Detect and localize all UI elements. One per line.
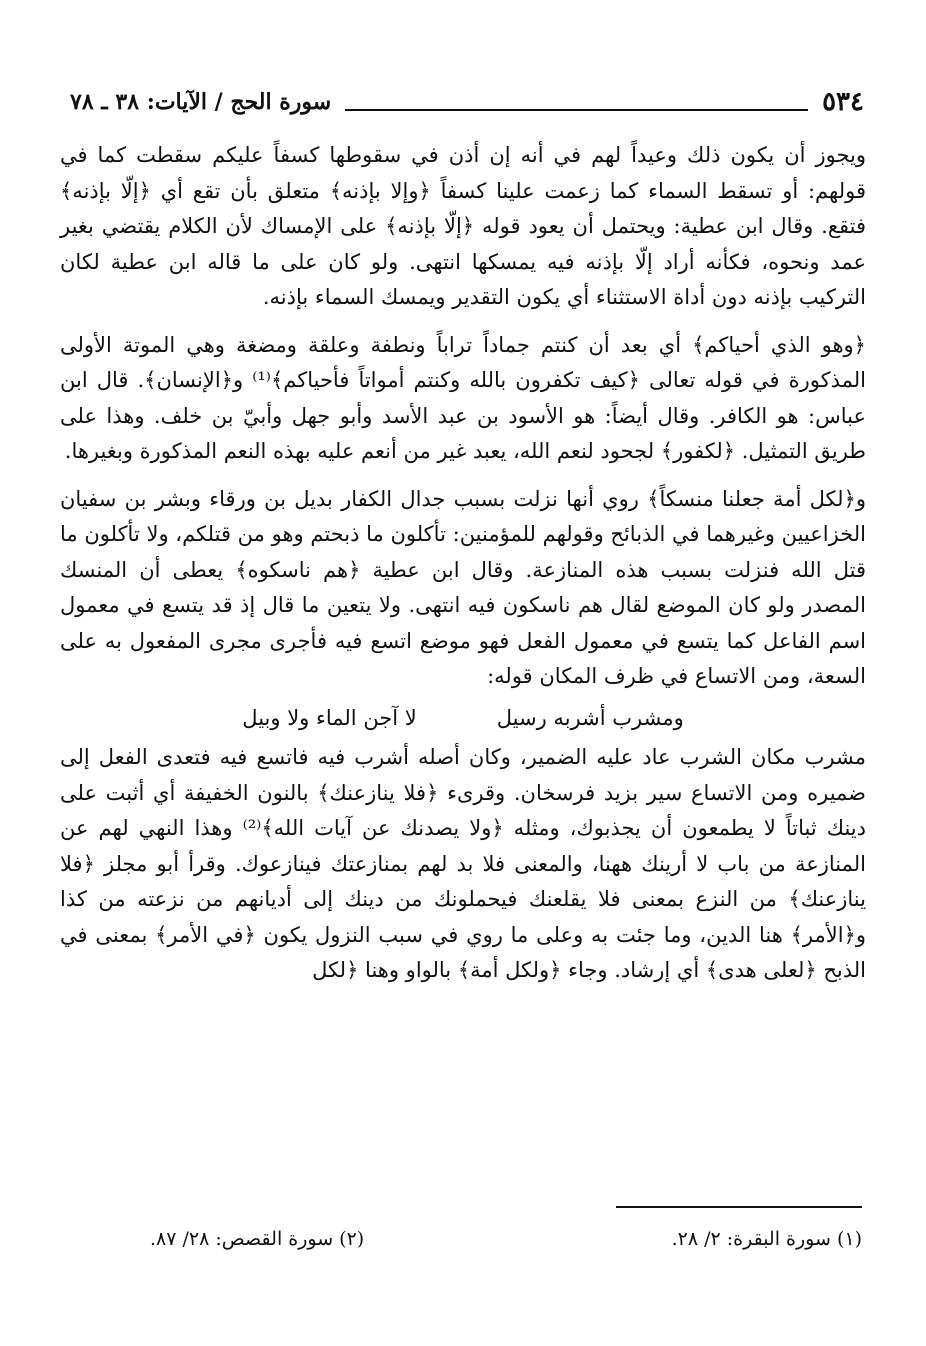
poetry-verse <box>60 701 866 737</box>
verse-second-hemistich: لا آجن الماء ولا وبيل <box>242 705 417 730</box>
verse-first-hemistich: ومشرب أشربه رسيل <box>496 705 684 730</box>
footnote-2: (٢) سورة القصص: ٢٨/ ٨٧. <box>150 1228 365 1250</box>
paragraph-2: ﴿وهو الذي أحياكم﴾ أي بعد أن كنتم جماداً تراباً ونطفة وعلقة ومضغة وهي الموتة الأولى المذكورة في قوله تعالى ﴿كيف تكفرون بالله وكنتم أمواتاً فأحياكم﴾⁽¹⁾ و﴿الإنسان﴾. قال ابن عباس: هو الكافر. وقال أيضاً: هو الأسود بن عبد الأسد وأبو جهل وأبيّ بن خلف. وهذا على طريق التمثيل. ﴿لكفور﴾ لجحود لنعم الله، يعبد غير من أنعم عليه بهذه النعم المذكورة وبغيرها. <box>60 332 866 463</box>
page-body <box>60 138 866 989</box>
page-number: ٥٣٤ <box>822 87 864 117</box>
running-title: سورة الحج / الآيات: ٣٨ ـ ٧٨ <box>70 89 332 115</box>
page-header <box>70 82 864 122</box>
footnotes <box>150 1228 862 1250</box>
footnote-rule <box>616 1206 862 1208</box>
paragraph-1: ويجوز أن يكون ذلك وعيداً لهم في أنه إن أذن في سقوطها كسفاً عليكم سقطت كما في قولهم: أو تسقط السماء كما زعمت علينا كسفاً ﴿وإلا بإذنه﴾ متعلق بأن تقع أي ﴿إلّا بإذنه﴾ فتقع. وقال ابن عطية: ويحتمل أن يعود قوله ﴿إلّا بإذنه﴾ على الإمساك لأن الكلام يقتضي بغير عمد ونحوه، فكأنه أراد إلّا بإذنه فيه يمسكها انتهى. ولو كان على ما قاله ابن عطية لكان التركيب بإذنه دون أداة الاستثناء أي يكون التقدير ويمسك السماء بإذنه. <box>60 143 866 309</box>
paragraph-4: مشرب مكان الشرب عاد عليه الضمير، وكان أصله أشرب فيه فاتسع فيه فتعدى الفعل إلى ضميره ومن الاتساع سير بزيد فرسخان. وقرىء ﴿فلا ينازعنك﴾ بالنون الخفيفة أي أثبت على دينك ثباتاً لا يطمعون أن يجذبوك، ومثله ﴿ولا يصدنك عن آيات الله﴾⁽²⁾ وهذا النهي لهم عن المنازعة من باب لا أرينك ههنا، والمعنى فلا بد لهم بمنازعتك فينازعوك. وقرأ أبو مجلز ﴿فلا ينازعنك﴾ من النزع بمعنى فلا يقلعنك فيحملونك من دينك إلى أديانهم من نزعته من كذا و﴿الأمر﴾ هنا الدين، وما جئت به وعلى ما روي في سبب النزول يكون ﴿في الأمر﴾ بمعنى في الذبح ﴿لعلى هدى﴾ أي إرشاد. وجاء ﴿ولكل أمة﴾ بالواو وهنا ﴿لكل <box>60 745 866 982</box>
paragraph-3: و﴿لكل أمة جعلنا منسكاً﴾ روي أنها نزلت بسبب جدال الكفار بديل بن ورقاء وبشر بن سفيان الخزاعيين وغيرهما في الذبائح وقولهم للمؤمنين: تأكلون ما ذبحتم وهو من قتلكم، ولا تأكلون ما قتل الله فنزلت بسبب هذه المنازعة. وقال ابن عطية ﴿هم ناسكوه﴾ يعطى أن المنسك المصدر ولو كان الموضع لقال هم ناسكون فيه انتهى. ولا يتعين ما قال إذ قد يتسع في معمول اسم الفاعل كما يتسع في معمول الفعل فهو موضع اتسع فيه فأجرى مجرى المفعول به على السعة، ومن الاتساع في ظرف المكان قوله: <box>60 486 866 688</box>
header-rule <box>345 109 808 111</box>
footnote-1: (١) سورة البقرة: ٢/ ٢٨. <box>671 1228 862 1250</box>
